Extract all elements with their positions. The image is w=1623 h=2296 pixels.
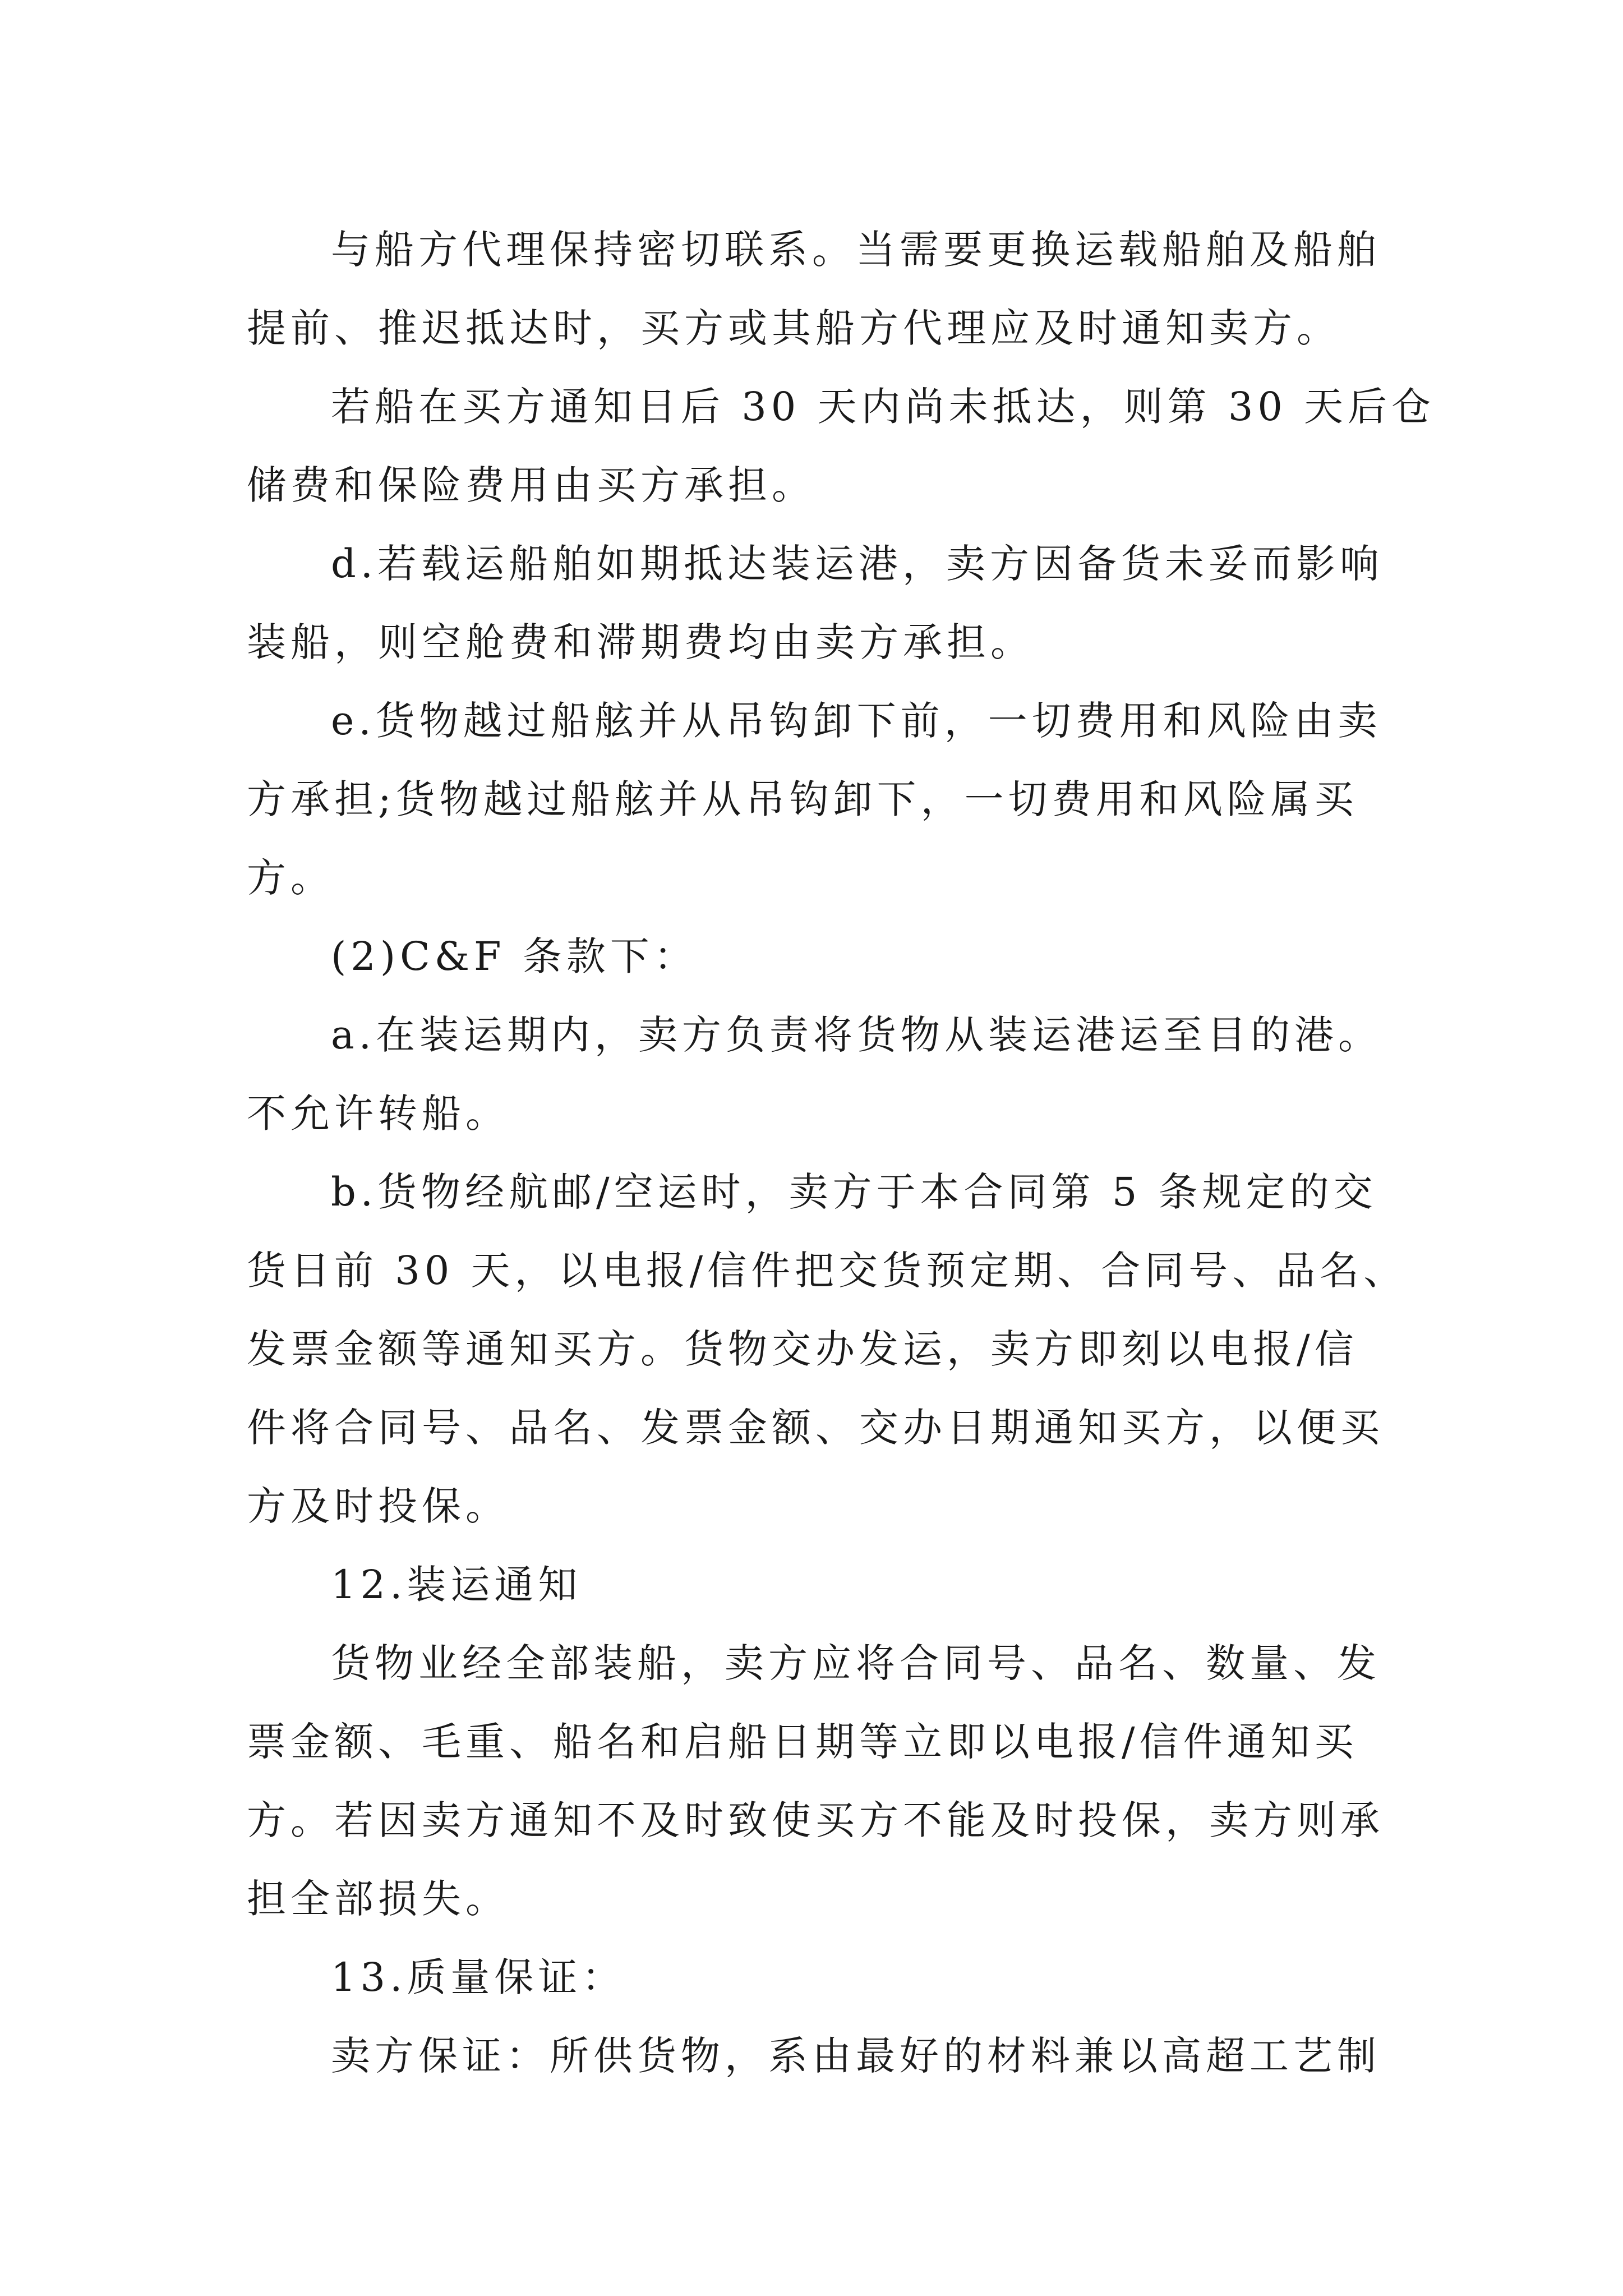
text-line: 方。若因卖方通知不及时致使买方不能及时投保，卖方则承 [247, 1797, 1384, 1843]
text-line: 装船，则空舱费和滞期费均由卖方承担。 [247, 619, 1034, 665]
text-line: 方及时投保。 [247, 1483, 509, 1529]
text-line: 方。 [247, 855, 334, 901]
text-line: 件将合同号、品名、发票金额、交办日期通知买方，以便买 [247, 1405, 1384, 1451]
text-line: 发票金额等通知买方。货物交办发运，卖方即刻以电报/信 [247, 1326, 1358, 1372]
text-line: (2)C&F 条款下： [331, 933, 698, 979]
text-line: 储费和保险费用由买方承担。 [247, 462, 815, 508]
text-line: 货物业经全部装船，卖方应将合同号、品名、数量、发 [331, 1640, 1381, 1686]
text-line: 票金额、毛重、船名和启船日期等立即以电报/信件通知买 [247, 1719, 1358, 1765]
text-line: e.货物越过船舷并从吊钩卸下前，一切费用和风险由卖 [331, 698, 1382, 744]
text-line: 不允许转船。 [247, 1091, 509, 1137]
text-line: b.货物经航邮/空运时，卖方于本合同第 5 条规定的交 [331, 1169, 1377, 1215]
text-line: 与船方代理保持密切联系。当需要更换运载船舶及船舶 [331, 227, 1381, 273]
text-line: 若船在买方通知日后 30 天内尚未抵达，则第 30 天后仓 [331, 384, 1436, 430]
text-line: 卖方保证：所供货物，系由最好的材料兼以高超工艺制 [331, 2033, 1381, 2079]
text-line: 方承担;货物越过船舷并从吊钩卸下，一切费用和风险属买 [247, 776, 1358, 822]
text-line: a.在装运期内，卖方负责将货物从装运港运至目的港。 [331, 1012, 1382, 1058]
section-heading: 12.装运通知 [331, 1562, 582, 1608]
text-line: 提前、推迟抵达时，买方或其船方代理应及时通知卖方。 [247, 305, 1340, 351]
section-heading: 13.质量保证： [331, 1954, 626, 2000]
text-line: 货日前 30 天，以电报/信件把交货预定期、合同号、品名、 [247, 1248, 1408, 1294]
text-line: 担全部损失。 [247, 1876, 509, 1922]
text-line: d.若载运船舶如期抵达装运港，卖方因备货未妥而影响 [331, 541, 1384, 587]
document-body [247, 210, 1436, 2095]
